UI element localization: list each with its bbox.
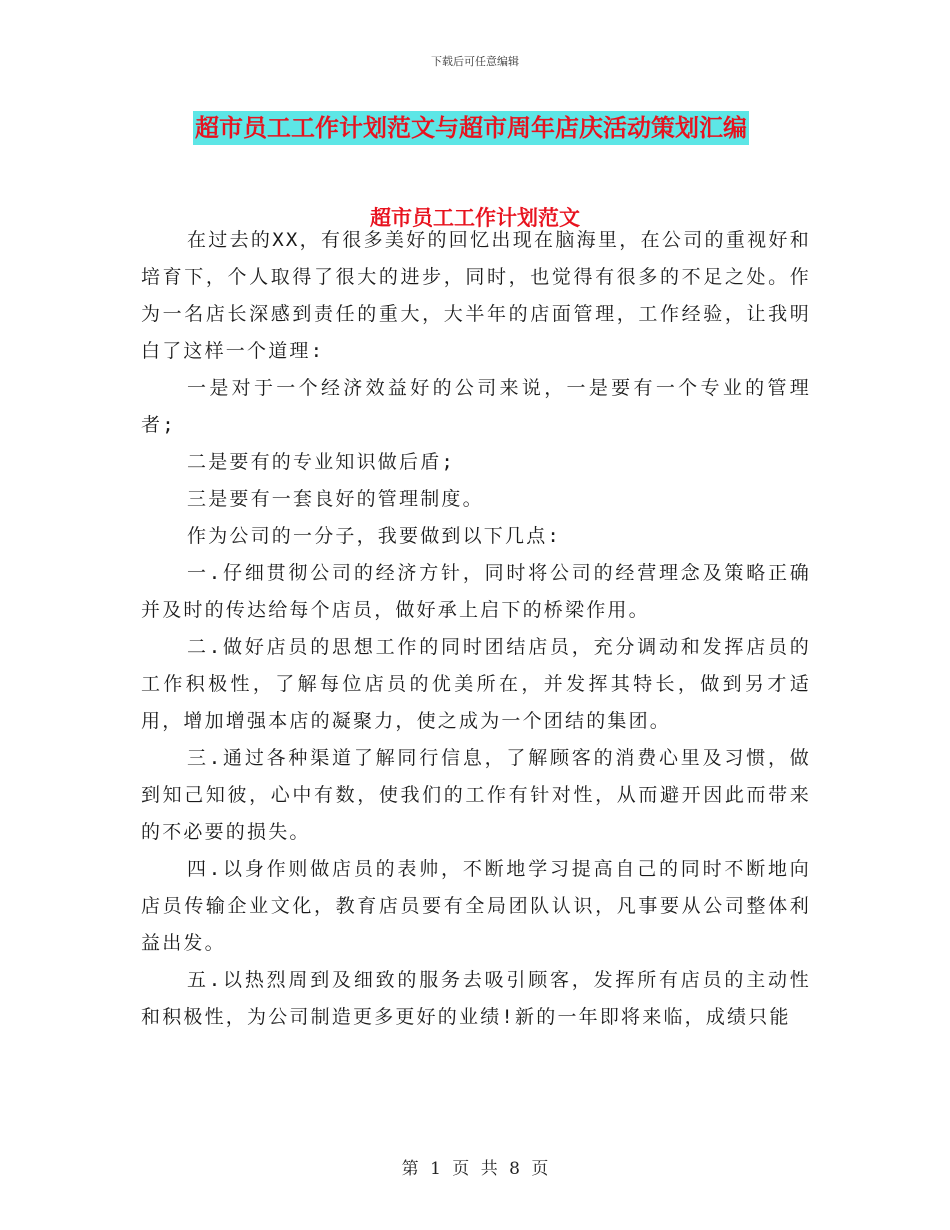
paragraph: 一.仔细贯彻公司的经济方针，同时将公司的经营理念及策略正确并及时的传达给每个店员，做好承上启下的桥梁作用。 (141, 562, 811, 621)
paragraph: 二是要有的专业知识做后盾; (187, 451, 456, 473)
section-title: 超市员工工作计划范文 (370, 205, 580, 230)
paragraph: 五.以热烈周到及细致的服务去吸引顾客，发挥所有店员的主动性和积极性，为公司制造更多更好的业绩!新的一年即将来临，成绩只能 (141, 969, 811, 1028)
document-title: 超市员工工作计划范文与超市周年店庆活动策划汇编 (193, 111, 749, 145)
paragraph: 一是对于一个经济效益好的公司来说，一是要有一个专业的管理者; (141, 377, 811, 436)
paragraph: 在过去的XX，有很多美好的回忆出现在脑海里，在公司的重视好和培育下，个人取得了很大的进步，同时，也觉得有很多的不足之处。作为一名店长深感到责任的重大，大半年的店面管理，工作经验，让我明白了这样一个道理: (141, 229, 811, 362)
paragraph: 二.做好店员的思想工作的同时团结店员，充分调动和发挥店员的工作积极性，了解每位店员的优美所在，并发挥其特长，做到另才适用，增加增强本店的凝聚力，使之成为一个团结的集团。 (141, 636, 811, 732)
document-body (141, 222, 811, 1036)
paragraph: 三.通过各种渠道了解同行信息，了解顾客的消费心里及习惯，做到知己知彼，心中有数，使我们的工作有针对性，从而避开因此而带来的不必要的损失。 (141, 747, 811, 843)
paragraph: 三是要有一套良好的管理制度。 (187, 488, 484, 510)
header-note: 下载后可任意编辑 (431, 55, 519, 68)
page-footer: 第 1 页 共 8 页 (401, 1159, 549, 1179)
paragraph: 四.以身作则做店员的表帅，不断地学习提高自己的同时不断地向店员传输企业文化，教育店员要有全局团队认识，凡事要从公司整体利益出发。 (141, 858, 811, 954)
paragraph: 作为公司的一分子，我要做到以下几点: (187, 525, 562, 547)
